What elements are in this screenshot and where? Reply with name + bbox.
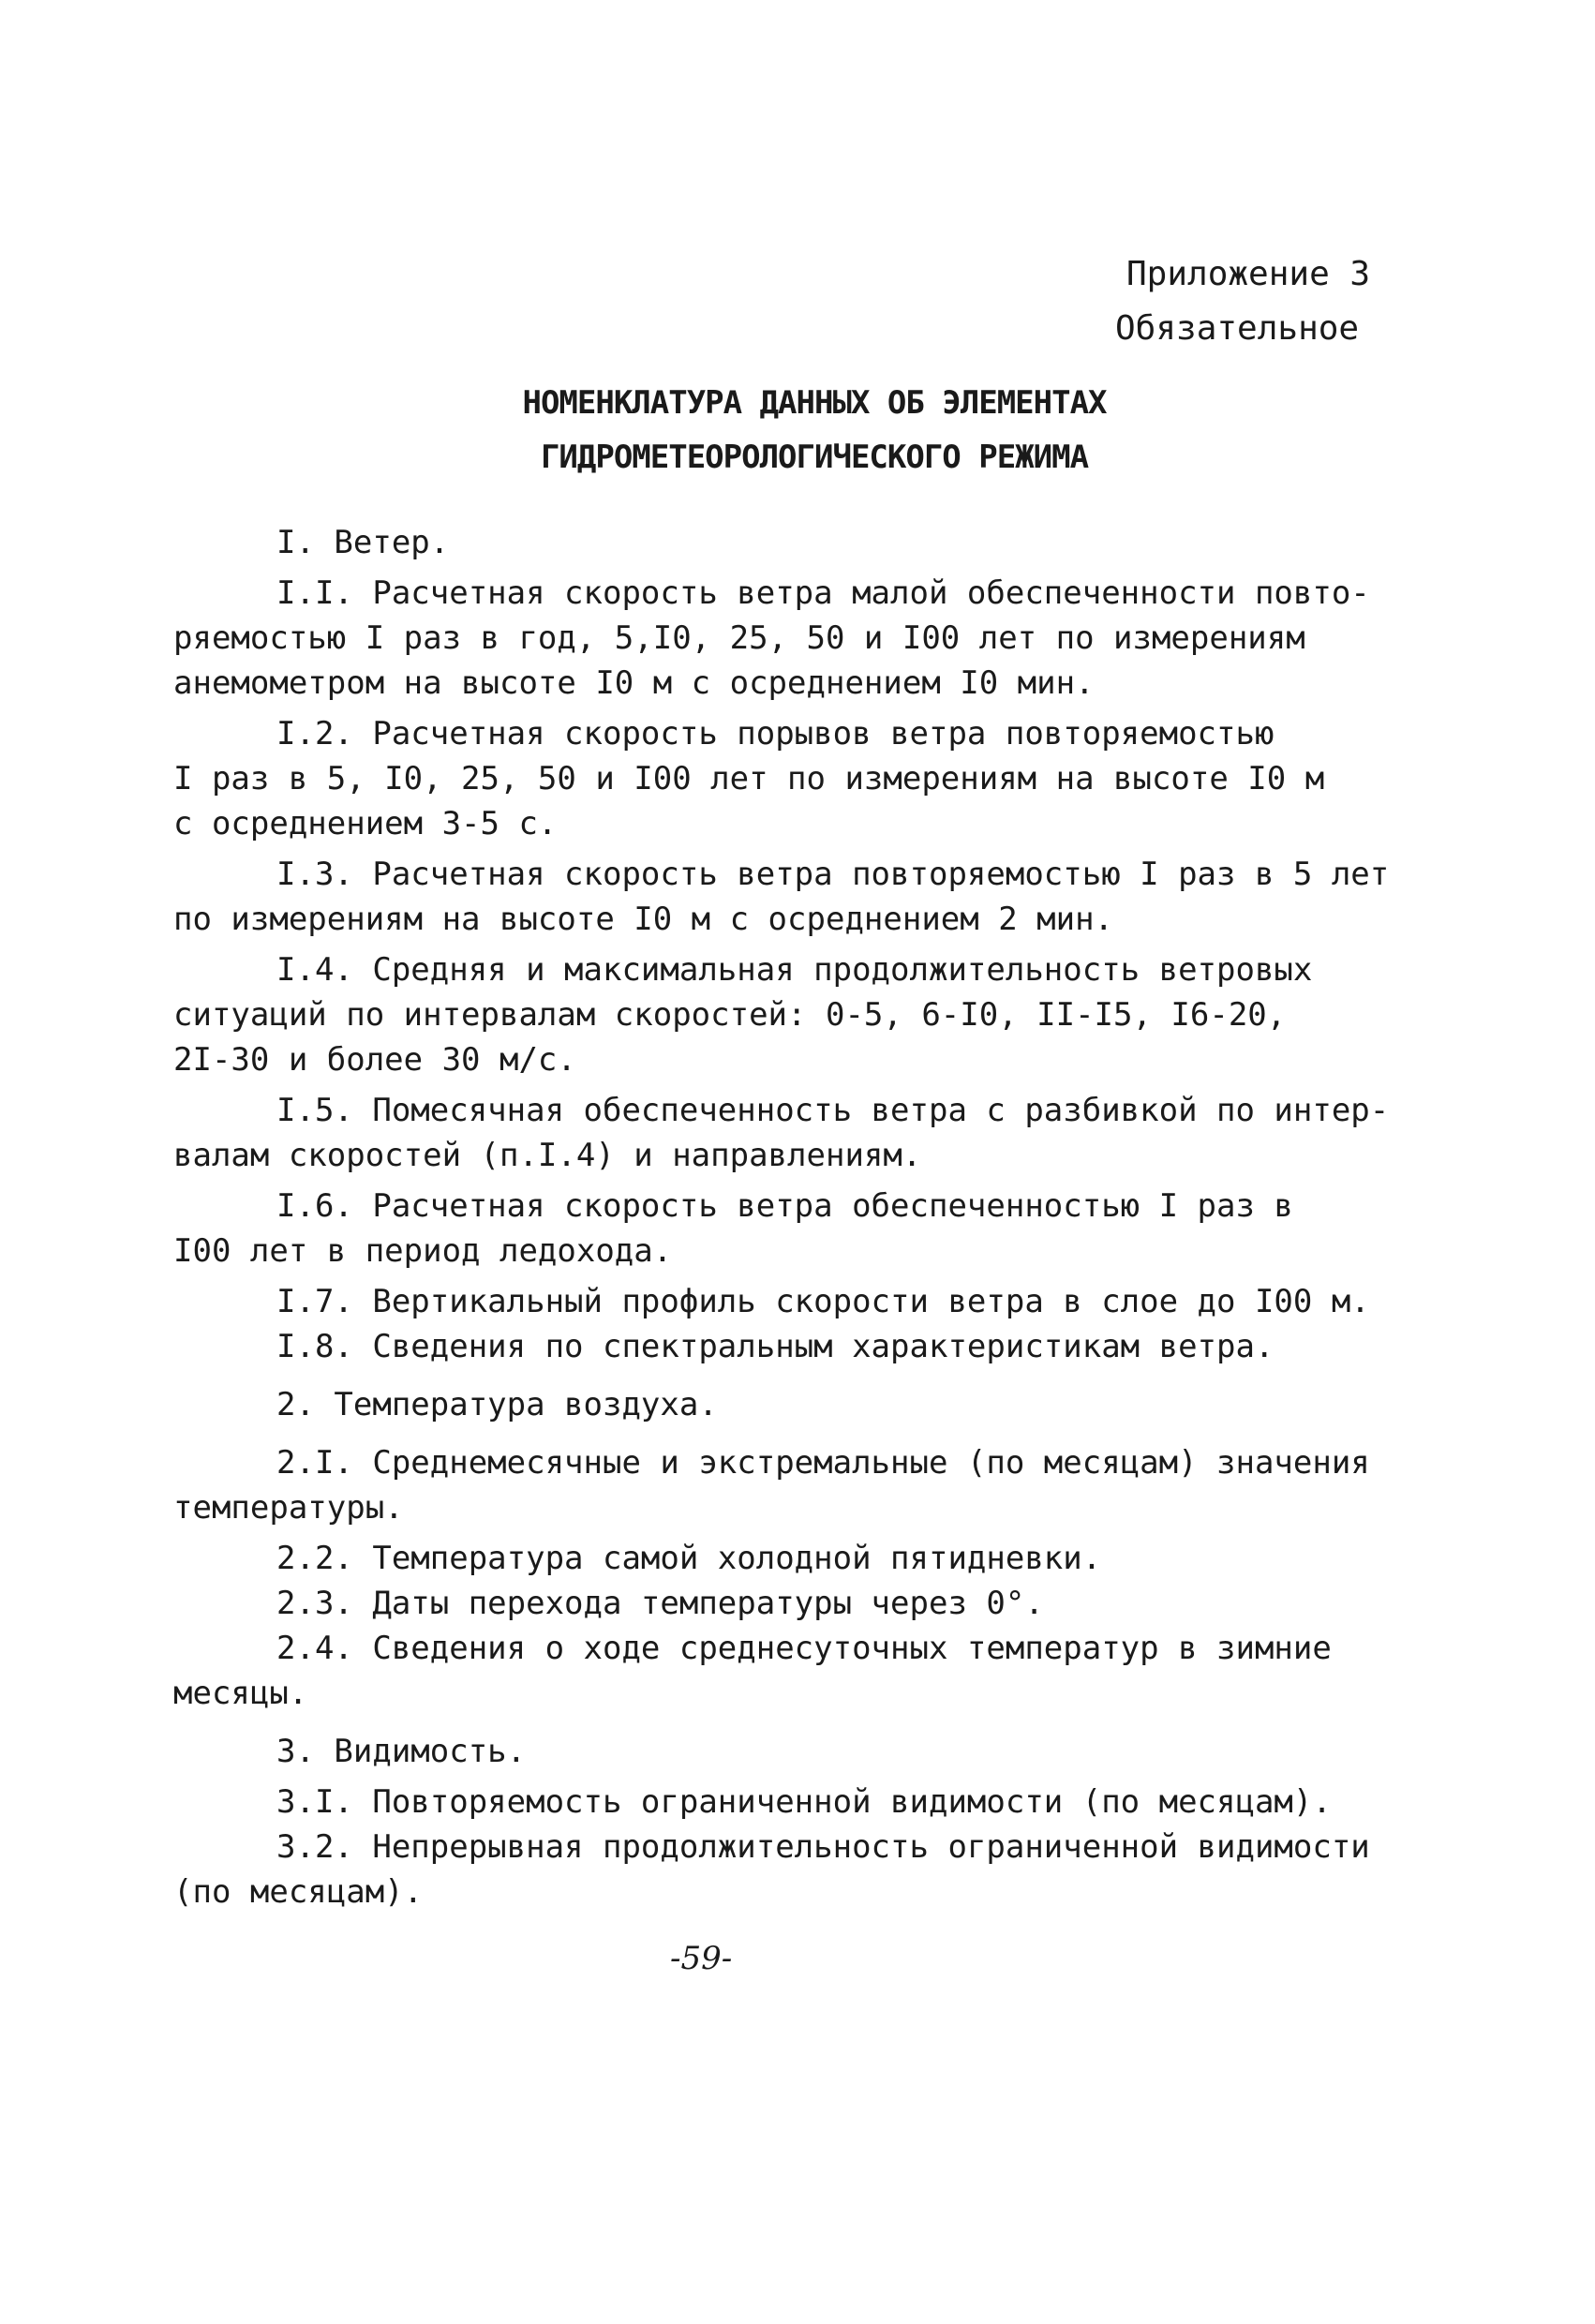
- paragraph-line: 2.4. Сведения о ходе среднесуточных температур в зимние: [276, 1630, 1332, 1667]
- paragraph-line: ряемостью I раз в год, 5,I0, 25, 50 и I00 лет по измерениям: [173, 619, 1305, 657]
- document-title-line-1: НОМЕНКЛАТУРА ДАННЫХ ОБ ЭЛЕМЕНТАХ: [522, 384, 1107, 422]
- paragraph-line: I.I. Расчетная скорость ветра малой обеспеченности повто-: [276, 574, 1370, 612]
- paragraph-line: I.3. Расчетная скорость ветра повторяемостью I раз в 5 лет: [276, 856, 1390, 893]
- page-number: -59-: [670, 1940, 733, 1977]
- paragraph-line: I.2. Расчетная скорость порывов ветра повторяемостью: [276, 715, 1275, 752]
- paragraph-line: 2.3. Даты перехода температуры через 0°.: [276, 1585, 1044, 1622]
- paragraph-line: I.7. Вертикальный профиль скорости ветра в слое до I00 м.: [276, 1283, 1370, 1320]
- section-heading-visibility: 3. Видимость.: [276, 1733, 527, 1770]
- paragraph-line: I.4. Средняя и максимальная продолжительность ветровых: [276, 951, 1313, 989]
- paragraph-line: I00 лет в период ледохода.: [173, 1232, 673, 1270]
- paragraph-line: 3.I. Повторяемость ограниченной видимости (по месяцам).: [276, 1783, 1332, 1821]
- paragraph-line: (по месяцам).: [173, 1873, 424, 1911]
- paragraph-line: I.6. Расчетная скорость ветра обеспеченностью I раз в: [276, 1187, 1293, 1225]
- document-title-line-2: ГИДРОМЕТЕОРОЛОГИЧЕСКОГО РЕЖИМА: [540, 439, 1089, 476]
- paragraph-line: валам скоростей (п.I.4) и направлениям.: [173, 1137, 922, 1174]
- paragraph-line: I.5. Помесячная обеспеченность ветра с разбивкой по интер-: [276, 1092, 1390, 1129]
- paragraph-line: месяцы.: [173, 1675, 308, 1712]
- paragraph-line: I раз в 5, I0, 25, 50 и I00 лет по измерениям на высоте I0 м: [173, 760, 1325, 797]
- paragraph-line: с осреднением 3-5 с.: [173, 805, 558, 842]
- paragraph-line: температуры.: [173, 1489, 404, 1527]
- appendix-status: Обязательное: [1115, 309, 1360, 348]
- document-body: [173, 520, 1429, 1914]
- section-heading-wind: I. Ветер.: [276, 524, 450, 561]
- paragraph-line: I.8. Сведения по спектральным характеристикам ветра.: [276, 1328, 1275, 1365]
- paragraph-line: 2I-30 и более 30 м/с.: [173, 1041, 576, 1079]
- section-heading-air-temperature: 2. Температура воздуха.: [276, 1386, 718, 1423]
- paragraph-line: 2.I. Среднемесячные и экстремальные (по месяцам) значения: [276, 1444, 1370, 1482]
- appendix-label: Приложение 3: [1126, 255, 1371, 293]
- paragraph-line: ситуаций по интервалам скоростей: 0-5, 6-I0, II-I5, I6-20,: [173, 996, 1287, 1034]
- paragraph-line: 2.2. Температура самой холодной пятидневки.: [276, 1540, 1102, 1577]
- paragraph-line: 3.2. Непрерывная продолжительность ограниченной видимости: [276, 1828, 1370, 1866]
- paragraph-line: анемометром на высоте I0 м с осреднением I0 мин.: [173, 664, 1095, 702]
- paragraph-line: по измерениям на высоте I0 м с осреднением 2 мин.: [173, 901, 1114, 938]
